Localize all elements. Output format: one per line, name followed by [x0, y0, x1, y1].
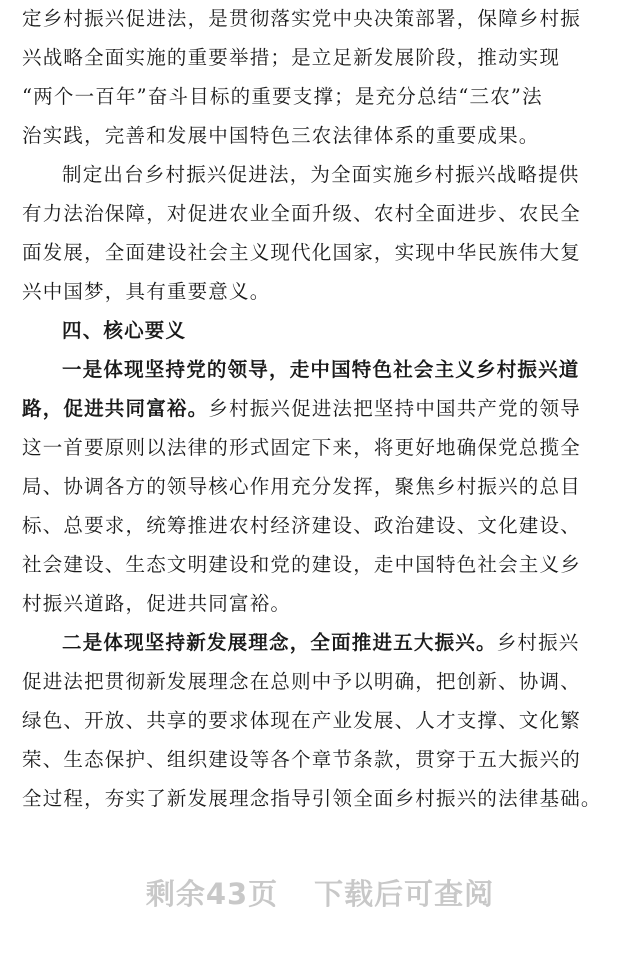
paragraph-line: “两个一百年”奋斗目标的重要支撑；是充分总结“三农”法 [22, 85, 543, 108]
paragraph-line: 兴战略全面实施的重要举措；是立足新发展阶段，推动实现 [22, 46, 561, 69]
paragraph-line: 促进法把贯彻新发展理念在总则中予以明确，把创新、协调、 [22, 670, 581, 693]
paragraph-line: 全过程，夯实了新发展理念指导引领全面乡村振兴的法律基础。 [22, 787, 602, 810]
download-prompt-banner[interactable] [0, 872, 640, 922]
paragraph-line: 这一首要原则以法律的形式固定下来，将更好地确保党总揽全 [22, 436, 581, 459]
paragraph-text: 乡村振兴 [496, 631, 580, 654]
paragraph-lead-line: 一是体现坚持党的领导，走中国特色社会主义乡村振兴道 [62, 358, 580, 381]
paragraph-line: 局、协调各方的领导核心作用充分发挥，聚焦乡村振兴的总目 [22, 475, 581, 498]
paragraph-line: 兴中国梦，具有重要意义。 [22, 280, 271, 303]
paragraph-lead-text: 二是体现坚持新发展理念，全面推进五大振兴。 [62, 631, 497, 654]
paragraph-line: 社会建设、生态文明建设和党的建设，走中国特色社会主义乡 [22, 553, 581, 576]
download-to-view-text[interactable]: 下载后可查阅 [314, 877, 495, 911]
paragraph-line: 荣、生态保护、组织建设等各个章节条款，贯穿于五大振兴的 [22, 748, 581, 771]
paragraph-lead-text: 路，促进共同富裕。 [22, 397, 209, 420]
section-heading: 四、核心要义 [62, 319, 187, 342]
paragraph-line: 治实践，完善和发展中国特色三农法律体系的重要成果。 [22, 124, 540, 147]
remaining-pages-text: 剩余43页 [145, 877, 279, 911]
paragraph-text: 乡村振兴促进法把坚持中国共产党的领导 [208, 397, 581, 420]
paragraph-line: 绿色、开放、共享的要求体现在产业发展、人才支撑、文化繁 [22, 709, 581, 732]
paragraph-line [22, 389, 622, 428]
document-body [22, 0, 622, 818]
paragraph-line [22, 623, 622, 662]
paragraph-line: 村振兴道路，促进共同富裕。 [22, 592, 292, 615]
paragraph-line: 面发展，全面建设社会主义现代化国家，实现中华民族伟大复 [22, 241, 581, 264]
paragraph-line: 制定出台乡村振兴促进法，为全面实施乡村振兴战略提供 [62, 163, 580, 186]
paragraph-line: 定乡村振兴促进法，是贯彻落实党中央决策部署，保障乡村振 [22, 7, 581, 30]
paragraph-line: 有力法治保障，对促进农业全面升级、农村全面进步、农民全 [22, 202, 581, 225]
paragraph-line: 标、总要求，统筹推进农村经济建设、政治建设、文化建设、 [22, 514, 581, 537]
